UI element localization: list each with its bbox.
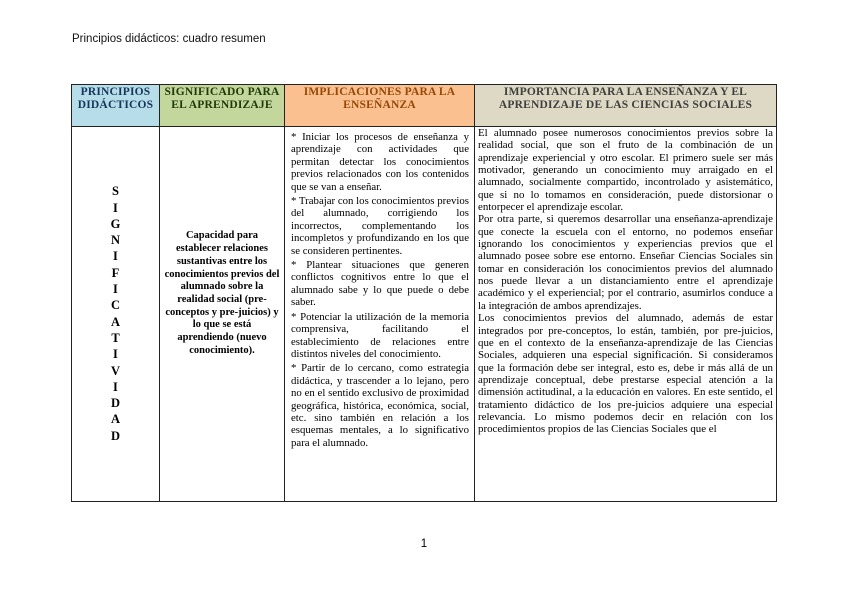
implication-item: * Plantear situaciones que generen conflictos cognitivos entre lo que el alumnado sabe y lo que puede o debe saber. (291, 259, 469, 309)
principle-letter: I (113, 200, 118, 215)
implication-item: * Iniciar los procesos de enseñanza y aprendizaje con actividades que permitan detectar los conocimientos previos relacionados con los contenidos que se van a enseñar. (291, 131, 469, 193)
principle-letter: V (110, 363, 120, 378)
principle-letter: I (113, 249, 118, 264)
importance-text (475, 127, 776, 501)
summary-table (71, 84, 777, 502)
importance-paragraph: El alumnado posee numerosos conocimientos previos sobre la realidad social, que son el fruto de la combinación de un aprendizaje experiencial y otro escolar. El primero suele ser más motivador, generando un conocimiento muy arraigado en el alumnado, socialmente compartido, incontrolado y asistemático, que si no lo tomamos en consideración, puede distorsionar o entorpecer el aprendizaje escolar. (478, 127, 773, 214)
header-implicaciones: IMPLICACIONES PARA LA ENSEÑANZA (285, 85, 475, 127)
document-title: Principios didácticos: cuadro resumen (72, 33, 266, 45)
implication-item: * Partir de lo cercano, como estrategia didáctica, y trascender a lo lejano, pero no en el sentido exclusivo de proximidad geográfica, histórica, económica, social, etc. sino también en relación a los esquemas mentales, a lo significativo para el alumnado. (291, 362, 469, 449)
principle-letter: F (111, 265, 120, 280)
importance-paragraph: Por otra parte, si queremos desarrollar una enseñanza-aprendizaje que conecte la escuela con el entorno, no podemos enseñar ignorando los conocimientos y experiencias previos que el alumnado posee sobre ese entorno. Enseñar Ciencias Sociales sin tomar en consideración los conocimientos previos del alumnado nos puede llevar a un distanciamiento entre el aprendizaje académico y el experiencial; por el contrario, asumirlos conduce a la integración de ambos aprendizajes. (478, 213, 773, 312)
implications-cell (285, 127, 475, 502)
principle-vertical-text (111, 183, 121, 444)
implication-item: * Potenciar la utilización de la memoria comprensiva, facilitando el establecimiento de relaciones entre distintos niveles del conocimiento. (291, 310, 469, 360)
page-number: 1 (420, 538, 428, 550)
principle-letter: S (112, 184, 119, 199)
principle-letter: I (113, 379, 118, 394)
header-importancia: IMPORTANCIA PARA LA ENSEÑANZA Y EL APRENDIZAJE DE LAS CIENCIAS SOCIALES (475, 85, 777, 127)
principle-letter: N (110, 233, 120, 248)
principle-letter: D (110, 396, 120, 411)
principle-letter: G (110, 216, 121, 231)
principle-letter: T (111, 330, 120, 345)
header-significado: SIGNIFICADO PARA EL APRENDIZAJE (160, 85, 285, 127)
principle-cell (72, 127, 160, 502)
principle-letter: C (110, 298, 120, 313)
principle-letter: D (110, 428, 120, 443)
table-row (72, 127, 777, 502)
header-row (72, 85, 777, 127)
principle-letter: I (113, 347, 118, 362)
principle-letter: I (113, 282, 118, 297)
principle-letter: A (110, 412, 120, 427)
implication-item: * Trabajar con los conocimientos previos del alumnado, corrigiendo los incorrectos, complementando los incompletos y profundizando en los que se consideren pertinentes. (291, 195, 469, 257)
importance-cell (475, 127, 777, 502)
meaning-cell (160, 127, 285, 502)
importance-paragraph: Los conocimientos previos del alumnado, además de estar integrados por pre-conceptos, lo están, también, por pre-juicios, que en el contexto de la enseñanza-aprendizaje de las Ciencias Sociales, adquieren una especial significación. Si consideramos que la formación debe ser integral, esto es, debe ir más allá de un aprendizaje conceptual, debe prestarse especial atención a la dimensión actitudinal, a la educación en valores. En este sentido, el tratamiento didáctico de los pre-juicios adquiere una especial relevancia. Lo mismo podemos decir en relación con los procedimientos propios de las Ciencias Sociales que el (478, 312, 773, 436)
meaning-text: Capacidad para establecer relaciones sustantivas entre los conocimientos previos del alumnado sobre la realidad social (pre-conceptos y pre-juicios) y lo que se está aprendiendo (nuevo conocimiento). (164, 230, 280, 356)
principle-letter: A (110, 314, 120, 329)
header-principios: PRINCIPIOS DIDÁCTICOS (72, 85, 160, 127)
implications-list (285, 127, 474, 449)
